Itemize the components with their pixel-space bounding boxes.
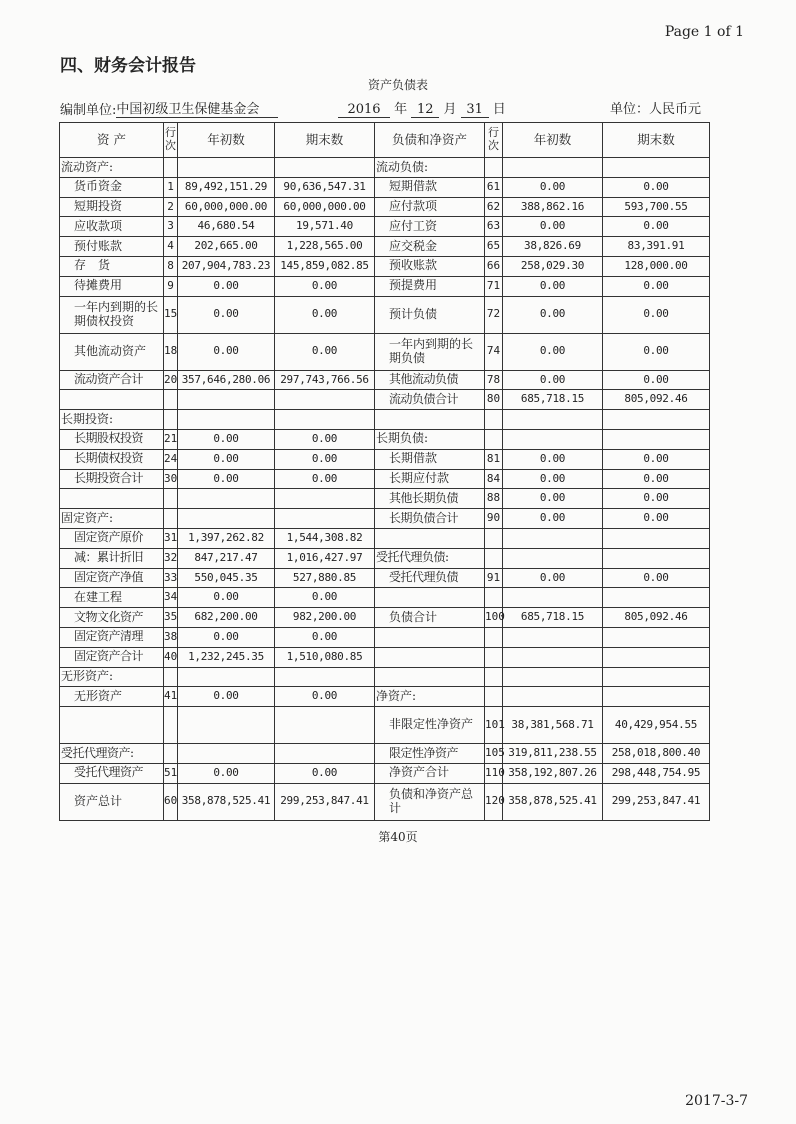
liability-label: 长期借款 xyxy=(375,449,485,469)
liability-row-no: 62 xyxy=(485,197,503,217)
liability-begin-value xyxy=(503,548,603,568)
table-row xyxy=(60,390,710,410)
asset-end-value: 0.00 xyxy=(275,449,375,469)
table-row xyxy=(60,333,710,370)
asset-row-no: 4 xyxy=(164,237,178,257)
liability-begin-value: 319,811,238.55 xyxy=(503,744,603,764)
table-row xyxy=(60,608,710,628)
liability-row-no: 63 xyxy=(485,217,503,237)
date-month-unit: 月 xyxy=(443,102,457,117)
table-row xyxy=(60,528,710,548)
liability-begin-value: 38,381,568.71 xyxy=(503,707,603,744)
asset-begin-value: 202,665.00 xyxy=(178,237,275,257)
asset-begin-value xyxy=(178,744,275,764)
liability-label: 短期借款 xyxy=(375,177,485,197)
liability-end-value: 0.00 xyxy=(603,276,710,296)
asset-begin-value: 847,217.47 xyxy=(178,548,275,568)
asset-row-no xyxy=(164,707,178,744)
asset-label: 资产总计 xyxy=(60,783,164,820)
asset-row-no: 34 xyxy=(164,588,178,608)
liability-begin-value xyxy=(503,528,603,548)
asset-begin-value: 1,397,262.82 xyxy=(178,528,275,548)
asset-begin-value xyxy=(178,509,275,529)
asset-row-no xyxy=(164,509,178,529)
asset-begin-value: 0.00 xyxy=(178,763,275,783)
asset-label: 固定资产原价 xyxy=(60,528,164,548)
table-row xyxy=(60,548,710,568)
liability-begin-value: 358,878,525.41 xyxy=(503,783,603,820)
asset-end-value: 0.00 xyxy=(275,687,375,707)
asset-end-value xyxy=(275,390,375,410)
liability-begin-value xyxy=(503,647,603,667)
asset-end-value xyxy=(275,707,375,744)
liability-end-value xyxy=(603,410,710,430)
liability-begin-value: 0.00 xyxy=(503,489,603,509)
liability-row-no: 66 xyxy=(485,256,503,276)
asset-end-value: 0.00 xyxy=(275,429,375,449)
asset-end-value: 1,510,080.85 xyxy=(275,647,375,667)
table-row xyxy=(60,687,710,707)
header-begin: 年初数 xyxy=(178,123,275,158)
liability-row-no: 90 xyxy=(485,509,503,529)
table-row xyxy=(60,783,710,820)
asset-row-no xyxy=(164,744,178,764)
liability-label: 其他长期负债 xyxy=(375,489,485,509)
liability-begin-value xyxy=(503,588,603,608)
table-row xyxy=(60,429,710,449)
asset-row-no xyxy=(164,667,178,687)
asset-end-value: 527,880.85 xyxy=(275,568,375,588)
table-row xyxy=(60,667,710,687)
asset-begin-value: 0.00 xyxy=(178,333,275,370)
asset-row-no: 31 xyxy=(164,528,178,548)
liability-label: 流动负债合计 xyxy=(375,390,485,410)
table-row xyxy=(60,256,710,276)
asset-begin-value: 0.00 xyxy=(178,429,275,449)
asset-label: 短期投资 xyxy=(60,197,164,217)
asset-end-value xyxy=(275,410,375,430)
currency-unit: 单位：人民币元 xyxy=(610,102,702,117)
liability-row-no xyxy=(485,528,503,548)
asset-row-no: 2 xyxy=(164,197,178,217)
asset-begin-value: 46,680.54 xyxy=(178,217,275,237)
liability-end-value: 83,391.91 xyxy=(603,237,710,257)
asset-begin-value: 89,492,151.29 xyxy=(178,177,275,197)
table-row xyxy=(60,568,710,588)
print-date: 2017-3-7 xyxy=(685,1093,748,1109)
liability-label xyxy=(375,667,485,687)
liability-end-value: 258,018,800.40 xyxy=(603,744,710,764)
asset-begin-value xyxy=(178,158,275,178)
asset-end-value xyxy=(275,158,375,178)
liability-label: 净资产合计 xyxy=(375,763,485,783)
asset-begin-value: 0.00 xyxy=(178,469,275,489)
liability-begin-value xyxy=(503,410,603,430)
liability-label: 应交税金 xyxy=(375,237,485,257)
liability-end-value xyxy=(603,627,710,647)
organization-value: 中国初级卫生保健基金会 xyxy=(116,98,278,118)
table-row xyxy=(60,763,710,783)
asset-row-no: 9 xyxy=(164,276,178,296)
asset-end-value: 0.00 xyxy=(275,627,375,647)
header-end: 期末数 xyxy=(275,123,375,158)
liability-end-value: 0.00 xyxy=(603,333,710,370)
header-begin-2: 年初数 xyxy=(503,123,603,158)
table-row xyxy=(60,489,710,509)
asset-begin-value: 1,232,245.35 xyxy=(178,647,275,667)
liability-end-value: 0.00 xyxy=(603,177,710,197)
asset-end-value xyxy=(275,744,375,764)
asset-end-value: 982,200.00 xyxy=(275,608,375,628)
liability-row-no: 74 xyxy=(485,333,503,370)
page-label: Page 1 of 1 xyxy=(664,24,744,40)
liability-begin-value: 0.00 xyxy=(503,509,603,529)
asset-begin-value: 0.00 xyxy=(178,588,275,608)
header-assets: 资 产 xyxy=(60,123,164,158)
table-row xyxy=(60,509,710,529)
asset-end-value xyxy=(275,667,375,687)
asset-label: 预付账款 xyxy=(60,237,164,257)
header-liabilities: 负债和净资产 xyxy=(375,123,485,158)
asset-label: 固定资产净值 xyxy=(60,568,164,588)
liability-end-value: 40,429,954.55 xyxy=(603,707,710,744)
table-row xyxy=(60,296,710,333)
table-row xyxy=(60,197,710,217)
table-row xyxy=(60,469,710,489)
asset-end-value: 0.00 xyxy=(275,296,375,333)
table-row xyxy=(60,177,710,197)
liability-begin-value: 685,718.15 xyxy=(503,608,603,628)
liability-label: 净资产: xyxy=(375,687,485,707)
liability-end-value: 805,092.46 xyxy=(603,390,710,410)
liability-label: 负债和净资产总计 xyxy=(375,783,485,820)
asset-begin-value xyxy=(178,390,275,410)
liability-row-no: 65 xyxy=(485,237,503,257)
asset-end-value: 90,636,547.31 xyxy=(275,177,375,197)
asset-begin-value: 0.00 xyxy=(178,687,275,707)
liability-label xyxy=(375,528,485,548)
liability-row-no: 61 xyxy=(485,177,503,197)
liability-row-no: 100 xyxy=(485,608,503,628)
liability-begin-value: 358,192,807.26 xyxy=(503,763,603,783)
asset-begin-value xyxy=(178,410,275,430)
asset-row-no xyxy=(164,489,178,509)
asset-row-no: 15 xyxy=(164,296,178,333)
liability-row-no: 101 xyxy=(485,707,503,744)
asset-label: 固定资产合计 xyxy=(60,647,164,667)
asset-begin-value: 358,878,525.41 xyxy=(178,783,275,820)
organization-label: 编制单位: xyxy=(60,103,117,118)
date-year-unit: 年 xyxy=(394,102,408,117)
asset-row-no: 18 xyxy=(164,333,178,370)
asset-end-value: 60,000,000.00 xyxy=(275,197,375,217)
liability-begin-value: 0.00 xyxy=(503,568,603,588)
asset-row-no xyxy=(164,158,178,178)
asset-begin-value: 357,646,280.06 xyxy=(178,370,275,390)
liability-row-no xyxy=(485,687,503,707)
liability-begin-value: 38,826.69 xyxy=(503,237,603,257)
liability-label: 受托代理负债: xyxy=(375,548,485,568)
document-title: 资产负债表 xyxy=(367,78,428,92)
liability-end-value: 0.00 xyxy=(603,449,710,469)
liability-row-no xyxy=(485,158,503,178)
liability-label: 受托代理负债 xyxy=(375,568,485,588)
liability-label: 其他流动负债 xyxy=(375,370,485,390)
liability-end-value: 0.00 xyxy=(603,568,710,588)
asset-row-no: 21 xyxy=(164,429,178,449)
liability-row-no: 120 xyxy=(485,783,503,820)
asset-row-no: 32 xyxy=(164,548,178,568)
liability-row-no: 80 xyxy=(485,390,503,410)
liability-label: 预计负债 xyxy=(375,296,485,333)
table-row xyxy=(60,707,710,744)
asset-label: 待摊费用 xyxy=(60,276,164,296)
asset-row-no: 38 xyxy=(164,627,178,647)
asset-row-no: 51 xyxy=(164,763,178,783)
table-row xyxy=(60,627,710,647)
liability-label xyxy=(375,647,485,667)
liability-row-no: 84 xyxy=(485,469,503,489)
date-month: 12 xyxy=(411,102,439,118)
table-row xyxy=(60,217,710,237)
liability-begin-value xyxy=(503,429,603,449)
asset-end-value: 19,571.40 xyxy=(275,217,375,237)
liability-begin-value xyxy=(503,667,603,687)
asset-row-no: 3 xyxy=(164,217,178,237)
report-date xyxy=(338,98,506,118)
liability-label: 预提费用 xyxy=(375,276,485,296)
header-row-no-2: 行次 xyxy=(485,123,503,158)
liability-begin-value: 0.00 xyxy=(503,449,603,469)
asset-end-value: 0.00 xyxy=(275,333,375,370)
table-row xyxy=(60,370,710,390)
liability-end-value: 805,092.46 xyxy=(603,608,710,628)
asset-end-value: 1,016,427.97 xyxy=(275,548,375,568)
liability-label: 非限定性净资产 xyxy=(375,707,485,744)
liability-label: 应付工资 xyxy=(375,217,485,237)
table-row xyxy=(60,647,710,667)
liability-row-no xyxy=(485,647,503,667)
asset-row-no xyxy=(164,410,178,430)
liability-end-value xyxy=(603,667,710,687)
liability-row-no xyxy=(485,410,503,430)
liability-row-no: 105 xyxy=(485,744,503,764)
liability-begin-value: 0.00 xyxy=(503,296,603,333)
liability-begin-value: 0.00 xyxy=(503,333,603,370)
liability-end-value xyxy=(603,548,710,568)
liability-end-value xyxy=(603,158,710,178)
liability-row-no: 88 xyxy=(485,489,503,509)
asset-label: 应收款项 xyxy=(60,217,164,237)
liability-label xyxy=(375,588,485,608)
liability-row-no: 110 xyxy=(485,763,503,783)
asset-begin-value xyxy=(178,707,275,744)
liability-label: 应付款项 xyxy=(375,197,485,217)
liability-end-value: 593,700.55 xyxy=(603,197,710,217)
asset-end-value: 0.00 xyxy=(275,763,375,783)
asset-begin-value: 0.00 xyxy=(178,449,275,469)
asset-label: 流动资产合计 xyxy=(60,370,164,390)
liability-row-no xyxy=(485,548,503,568)
liability-end-value: 0.00 xyxy=(603,489,710,509)
asset-label: 受托代理资产: xyxy=(60,744,164,764)
asset-row-no: 20 xyxy=(164,370,178,390)
asset-label: 长期投资: xyxy=(60,410,164,430)
liability-label xyxy=(375,627,485,647)
liability-row-no: 78 xyxy=(485,370,503,390)
asset-end-value: 297,743,766.56 xyxy=(275,370,375,390)
liability-label: 负债合计 xyxy=(375,608,485,628)
asset-begin-value: 0.00 xyxy=(178,276,275,296)
liability-end-value xyxy=(603,647,710,667)
asset-end-value: 1,228,565.00 xyxy=(275,237,375,257)
liability-begin-value: 0.00 xyxy=(503,276,603,296)
liability-row-no xyxy=(485,588,503,608)
asset-label: 固定资产清理 xyxy=(60,627,164,647)
asset-label: 其他流动资产 xyxy=(60,333,164,370)
liability-begin-value: 388,862.16 xyxy=(503,197,603,217)
table-header-row xyxy=(60,123,710,158)
asset-row-no: 33 xyxy=(164,568,178,588)
table-row xyxy=(60,588,710,608)
liability-label: 一年内到期的长期负债 xyxy=(375,333,485,370)
asset-begin-value xyxy=(178,667,275,687)
liability-begin-value: 685,718.15 xyxy=(503,390,603,410)
balance-sheet-table xyxy=(59,122,710,821)
liability-begin-value: 258,029.30 xyxy=(503,256,603,276)
asset-begin-value: 550,045.35 xyxy=(178,568,275,588)
asset-label: 文物文化资产 xyxy=(60,608,164,628)
liability-begin-value xyxy=(503,158,603,178)
liability-label: 预收账款 xyxy=(375,256,485,276)
liability-end-value: 0.00 xyxy=(603,296,710,333)
asset-row-no xyxy=(164,390,178,410)
organization xyxy=(60,98,278,118)
liability-end-value: 128,000.00 xyxy=(603,256,710,276)
liability-row-no: 72 xyxy=(485,296,503,333)
asset-label: 长期投资合计 xyxy=(60,469,164,489)
asset-label: 长期债权投资 xyxy=(60,449,164,469)
asset-begin-value: 207,904,783.23 xyxy=(178,256,275,276)
asset-label: 长期股权投资 xyxy=(60,429,164,449)
asset-end-value xyxy=(275,509,375,529)
date-day: 31 xyxy=(461,102,489,118)
asset-label: 无形资产 xyxy=(60,687,164,707)
asset-row-no: 8 xyxy=(164,256,178,276)
table-row xyxy=(60,158,710,178)
asset-row-no: 30 xyxy=(164,469,178,489)
asset-row-no: 24 xyxy=(164,449,178,469)
asset-end-value: 0.00 xyxy=(275,588,375,608)
asset-row-no: 1 xyxy=(164,177,178,197)
liability-begin-value xyxy=(503,687,603,707)
liability-end-value: 0.00 xyxy=(603,469,710,489)
table-row xyxy=(60,744,710,764)
asset-begin-value xyxy=(178,489,275,509)
asset-end-value: 0.00 xyxy=(275,469,375,489)
asset-begin-value: 682,200.00 xyxy=(178,608,275,628)
asset-end-value: 145,859,082.85 xyxy=(275,256,375,276)
table-row xyxy=(60,449,710,469)
asset-label: 货币资金 xyxy=(60,177,164,197)
page-footer: 第40页 xyxy=(378,830,418,844)
asset-label: 固定资产: xyxy=(60,509,164,529)
asset-label: 受托代理资产 xyxy=(60,763,164,783)
asset-label: 在建工程 xyxy=(60,588,164,608)
asset-begin-value: 0.00 xyxy=(178,296,275,333)
liability-end-value xyxy=(603,687,710,707)
liability-label: 流动负债: xyxy=(375,158,485,178)
asset-label xyxy=(60,489,164,509)
asset-label xyxy=(60,390,164,410)
liability-end-value xyxy=(603,588,710,608)
asset-begin-value: 60,000,000.00 xyxy=(178,197,275,217)
asset-end-value: 1,544,308.82 xyxy=(275,528,375,548)
asset-label: 无形资产: xyxy=(60,667,164,687)
section-title: 四、财务会计报告 xyxy=(60,56,196,76)
liability-label: 长期负债: xyxy=(375,429,485,449)
liability-begin-value xyxy=(503,627,603,647)
liability-label xyxy=(375,410,485,430)
liability-label: 长期负债合计 xyxy=(375,509,485,529)
liability-end-value: 0.00 xyxy=(603,509,710,529)
liability-end-value: 0.00 xyxy=(603,370,710,390)
table-row xyxy=(60,237,710,257)
asset-end-value: 299,253,847.41 xyxy=(275,783,375,820)
table-row xyxy=(60,410,710,430)
liability-begin-value: 0.00 xyxy=(503,177,603,197)
liability-end-value xyxy=(603,528,710,548)
header-row-no: 行次 xyxy=(164,123,178,158)
asset-row-no: 35 xyxy=(164,608,178,628)
liability-begin-value: 0.00 xyxy=(503,469,603,489)
liability-begin-value: 0.00 xyxy=(503,370,603,390)
header-end-2: 期末数 xyxy=(603,123,710,158)
liability-row-no: 81 xyxy=(485,449,503,469)
liability-begin-value: 0.00 xyxy=(503,217,603,237)
asset-label: 一年内到期的长期债权投资 xyxy=(60,296,164,333)
asset-label: 存 货 xyxy=(60,256,164,276)
asset-row-no: 40 xyxy=(164,647,178,667)
asset-begin-value: 0.00 xyxy=(178,627,275,647)
date-day-unit: 日 xyxy=(492,102,506,117)
asset-row-no: 60 xyxy=(164,783,178,820)
liability-label: 长期应付款 xyxy=(375,469,485,489)
liability-end-value: 298,448,754.95 xyxy=(603,763,710,783)
date-year: 2016 xyxy=(338,102,390,118)
liability-row-no xyxy=(485,429,503,449)
liability-row-no xyxy=(485,627,503,647)
liability-label: 限定性净资产 xyxy=(375,744,485,764)
asset-label xyxy=(60,707,164,744)
liability-end-value: 299,253,847.41 xyxy=(603,783,710,820)
liability-row-no: 71 xyxy=(485,276,503,296)
asset-end-value: 0.00 xyxy=(275,276,375,296)
liability-end-value xyxy=(603,429,710,449)
table-row xyxy=(60,276,710,296)
asset-end-value xyxy=(275,489,375,509)
asset-label: 流动资产: xyxy=(60,158,164,178)
liability-row-no xyxy=(485,667,503,687)
asset-label: 减：累计折旧 xyxy=(60,548,164,568)
liability-row-no: 91 xyxy=(485,568,503,588)
liability-end-value: 0.00 xyxy=(603,217,710,237)
asset-row-no: 41 xyxy=(164,687,178,707)
